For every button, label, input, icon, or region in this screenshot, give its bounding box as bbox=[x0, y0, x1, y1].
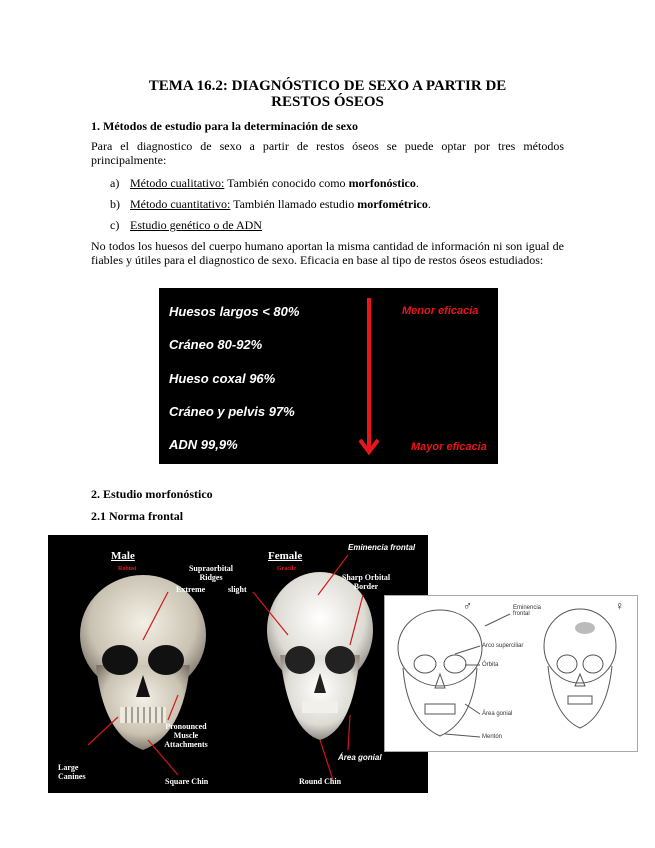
efficacy-panel bbox=[159, 288, 498, 464]
area-gonial-label: Área gonial bbox=[338, 753, 382, 762]
skull-comparison-photo bbox=[48, 535, 428, 793]
drawing-orbita-label: Órbita bbox=[482, 662, 499, 668]
list-marker: c) bbox=[110, 218, 120, 232]
sharp-orbital-label: Sharp Orbital Border bbox=[341, 573, 391, 591]
list-item bbox=[110, 218, 262, 233]
pronounced-label: Pronounced Muscle Attachments bbox=[164, 722, 208, 749]
list-item-bold: morfonóstico bbox=[348, 176, 416, 190]
large-canines-label: Large Canines bbox=[58, 763, 86, 781]
round-chin-label: Round Chin bbox=[299, 777, 342, 786]
section1-para2: No todos los huesos del cuerpo humano aportan la misma cantidad de información ni son igual de fiables y útiles para el diagnostico de sexo. Eficacia en base al tipo de restos óseos estudiados: bbox=[91, 239, 564, 267]
section1-intro: Para el diagnostico de sexo a partir de restos óseos se puede optar por tres métodos principalmente: bbox=[91, 139, 564, 167]
list-item bbox=[110, 176, 419, 191]
male-sublabel: Robust bbox=[118, 566, 137, 572]
list-item-text: También conocido como bbox=[224, 176, 349, 190]
list-item-end: . bbox=[427, 197, 431, 211]
efficacy-row: Cráneo y pelvis 97% bbox=[169, 404, 295, 419]
male-label: Male bbox=[111, 550, 135, 562]
efficacy-top-label: Menor eficacia bbox=[402, 305, 479, 317]
list-item-label: Estudio genético o de ADN bbox=[130, 218, 262, 232]
list-item-text: También llamado estudio bbox=[230, 197, 358, 211]
title-line-1: TEMA 16.2: DIAGNÓSTICO DE SEXO A PARTIR DE bbox=[148, 78, 507, 94]
list-item bbox=[110, 197, 431, 212]
arrow-down-icon bbox=[357, 296, 381, 460]
female-sublabel: Gracile bbox=[277, 566, 296, 572]
drawing-menton-label: Mentón bbox=[482, 734, 503, 740]
list-item-end: . bbox=[415, 176, 419, 190]
list-item-label: Método cuantitativo: bbox=[130, 197, 231, 211]
skull-outline-drawing bbox=[385, 596, 637, 751]
eminencia-label: Eminencia frontal bbox=[348, 543, 416, 552]
skull-line-drawing bbox=[384, 595, 638, 752]
drawing-eminencia-label: Eminencia frontal bbox=[513, 605, 542, 617]
extreme-label: Extreme bbox=[176, 585, 206, 594]
efficacy-row: Huesos largos < 80% bbox=[169, 304, 300, 319]
square-chin-label: Square Chin bbox=[165, 777, 209, 786]
slight-label: slight bbox=[228, 585, 247, 594]
list-item-label: Método cualitativo: bbox=[130, 176, 225, 190]
male-symbol-icon: ♂ bbox=[463, 599, 472, 613]
female-label: Female bbox=[268, 550, 303, 562]
efficacy-row: ADN 99,9% bbox=[169, 437, 238, 452]
efficacy-row: Hueso coxal 96% bbox=[169, 371, 276, 386]
supraorbital-label: Supraorbital Ridges bbox=[188, 564, 233, 582]
efficacy-row: Cráneo 80-92% bbox=[169, 337, 263, 352]
section2-subheading: 2.1 Norma frontal bbox=[91, 509, 184, 523]
title-line-2: RESTOS ÓSEOS bbox=[271, 94, 384, 110]
page-title bbox=[0, 78, 655, 110]
drawing-arco-label: Arco superciliar bbox=[482, 643, 524, 649]
female-symbol-icon: ♀ bbox=[615, 599, 624, 613]
section1-heading: 1. Métodos de estudio para la determinación de sexo bbox=[91, 119, 358, 133]
section2-heading: 2. Estudio morfonóstico bbox=[91, 487, 213, 501]
efficacy-bottom-label: Mayor eficacia bbox=[411, 441, 487, 453]
drawing-gonial-label: Área gonial bbox=[482, 711, 513, 717]
list-marker: b) bbox=[110, 197, 120, 211]
list-marker: a) bbox=[110, 176, 120, 190]
list-item-bold: morfométrico bbox=[357, 197, 428, 211]
